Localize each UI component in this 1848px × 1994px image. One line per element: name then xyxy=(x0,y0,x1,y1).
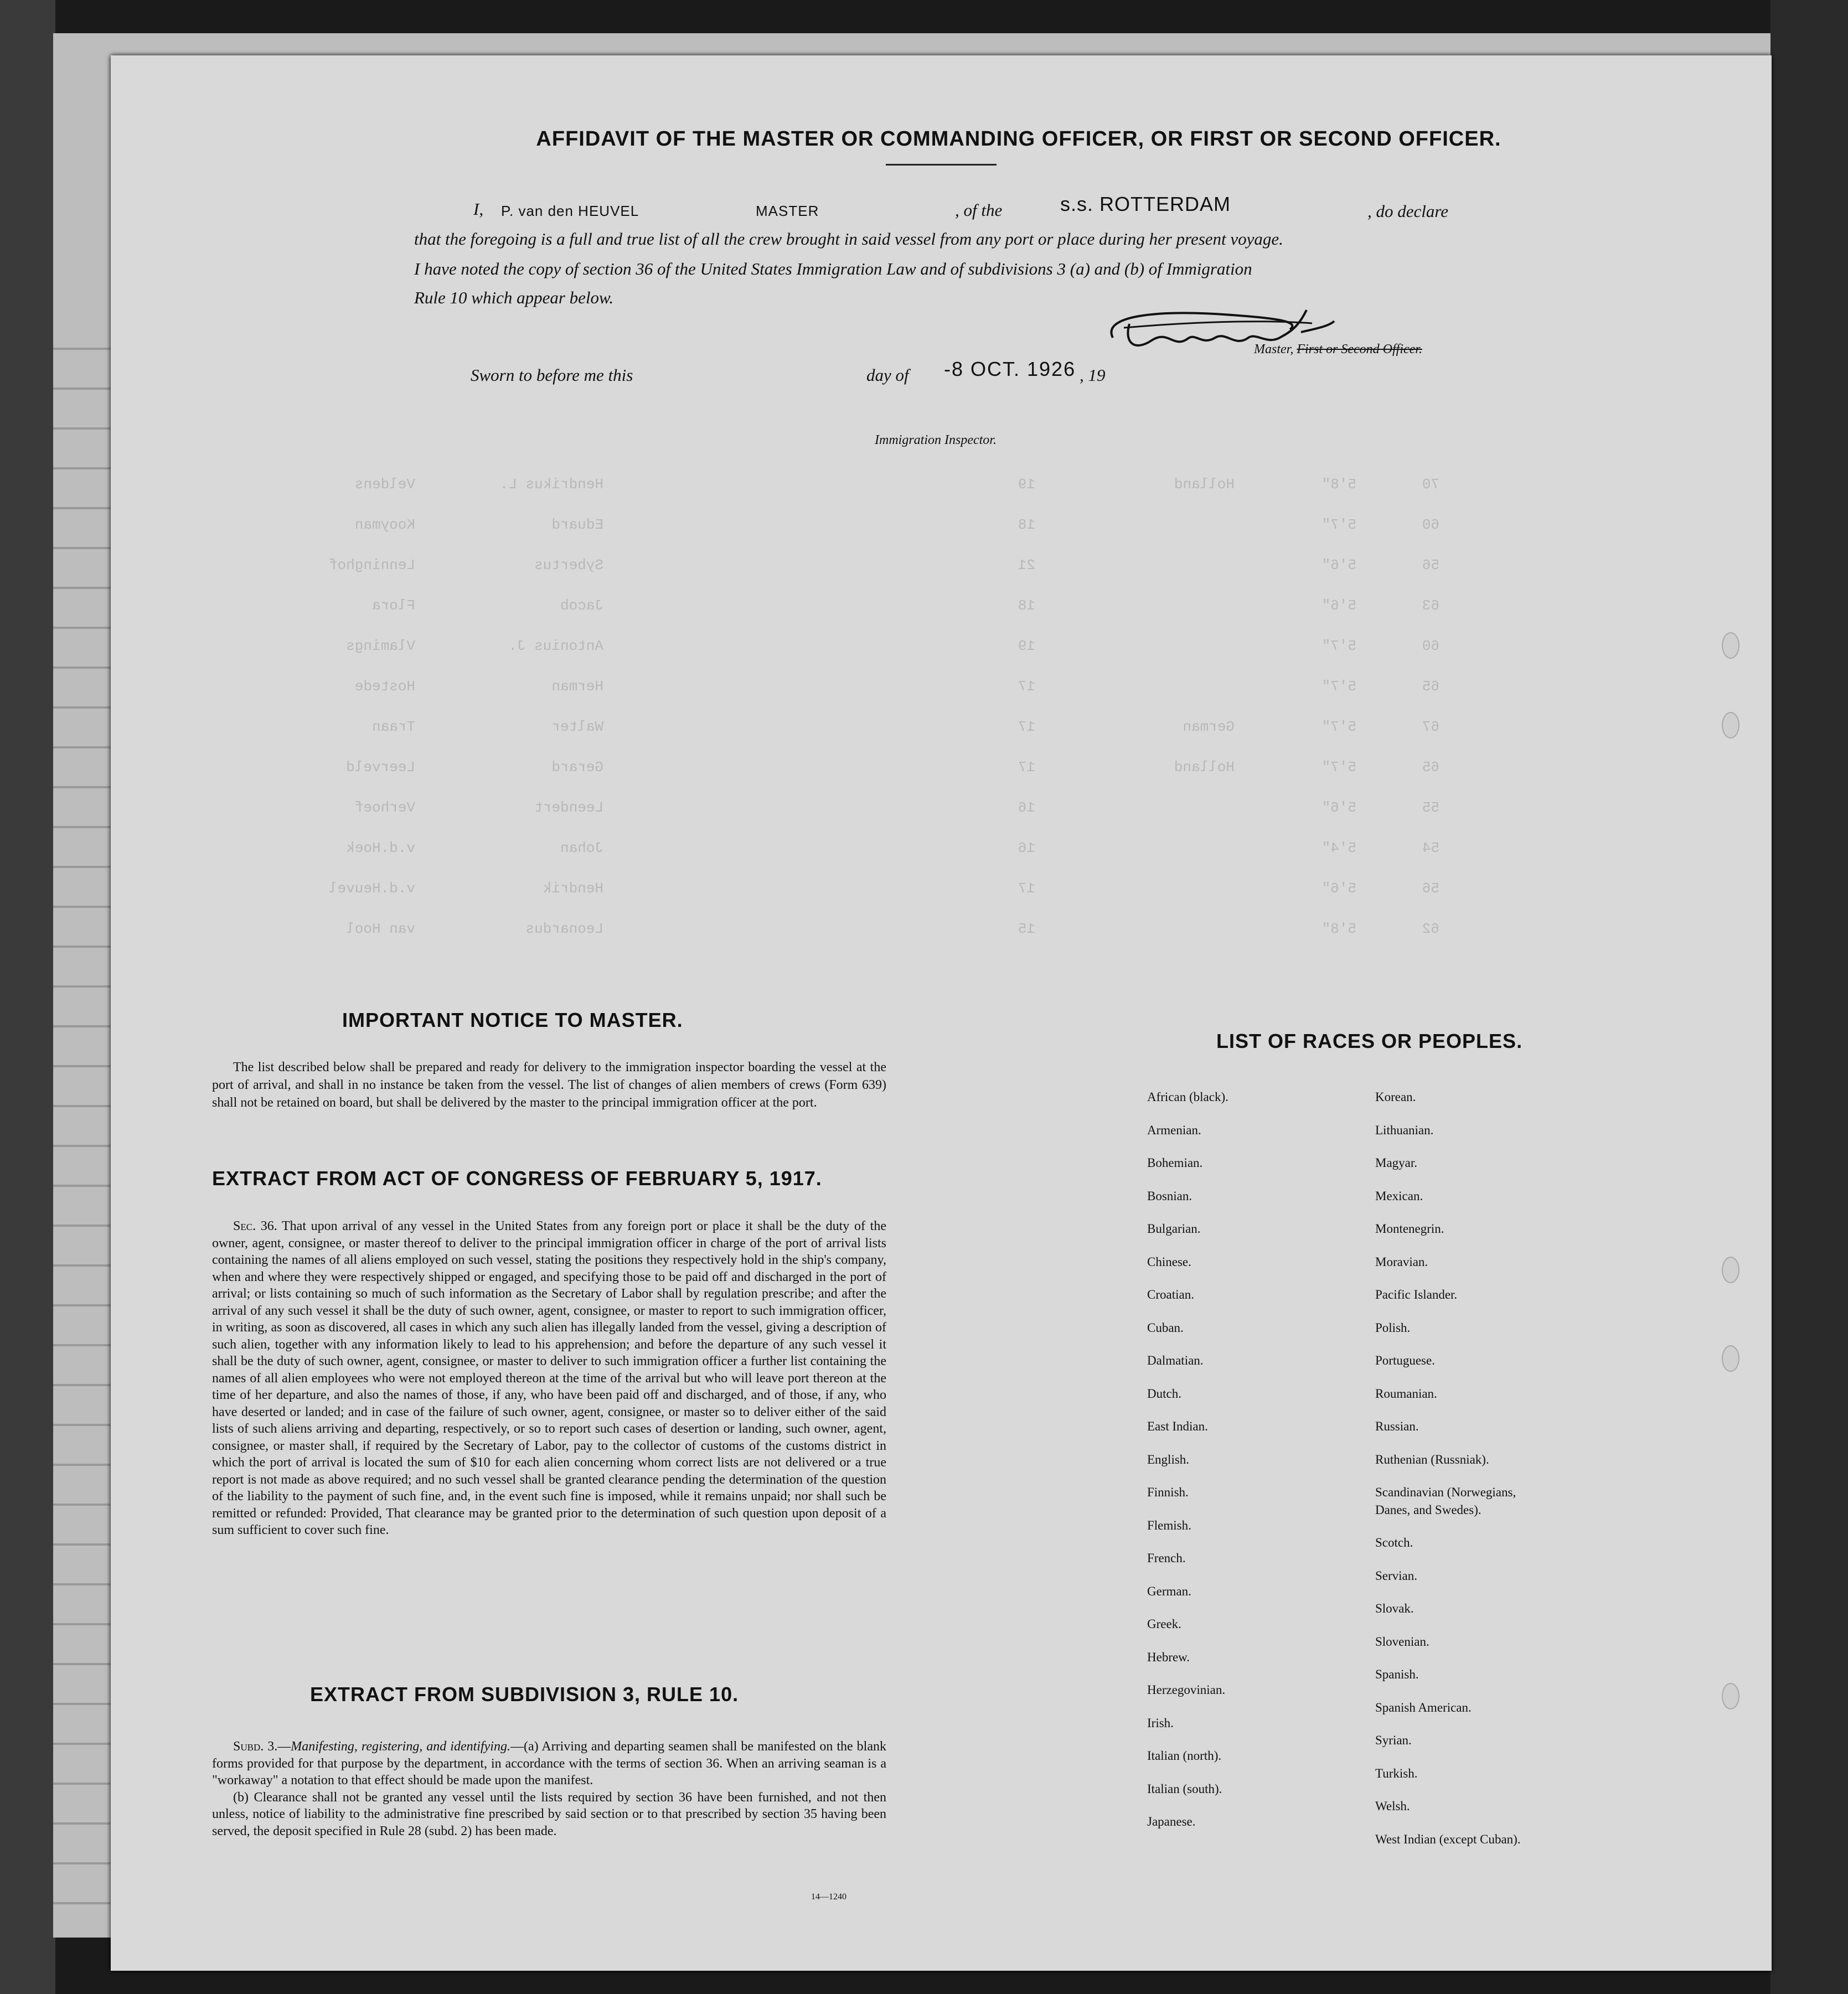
bleedthrough-cell: 67 xyxy=(1422,719,1439,735)
race-right-item: Russian. xyxy=(1375,1419,1419,1433)
bleedthrough-cell: 54 xyxy=(1422,840,1439,856)
date-stamp: -8 OCT. 1926 xyxy=(944,358,1076,380)
bleedthrough-cell: Veldens xyxy=(354,476,415,493)
races-title: LIST OF RACES OR PEOPLES. xyxy=(1216,1030,1523,1052)
bleedthrough-cell: 62 xyxy=(1422,921,1439,937)
bleedthrough-cell: Hostede xyxy=(354,678,415,695)
bleedthrough-row xyxy=(277,921,1772,959)
bleedthrough-row xyxy=(277,678,1772,717)
race-left-item: African (black). xyxy=(1147,1090,1228,1104)
punch-hole xyxy=(1722,1683,1739,1709)
bleedthrough-cell: 70 xyxy=(1422,476,1439,493)
race-right-item: Danes, and Swedes). xyxy=(1375,1502,1482,1517)
race-right-item: Ruthenian (Russniak). xyxy=(1375,1452,1489,1466)
race-left-item: Dalmatian. xyxy=(1147,1354,1204,1367)
signature-caption-master: Master, xyxy=(1254,342,1294,357)
bleedthrough-cell: 5'7" xyxy=(1322,638,1356,654)
race-right-item: Polish. xyxy=(1375,1320,1411,1335)
bleedthrough-cell: Antonius J. xyxy=(508,638,603,654)
race-right-item: Pacific Islander. xyxy=(1375,1288,1458,1301)
rule-subd-italic: Manifesting, registering, and identifying. xyxy=(291,1739,510,1754)
race-right-item: Scandinavian (Norwegians, xyxy=(1375,1485,1516,1499)
bleedthrough-cell: 5'6" xyxy=(1322,799,1356,816)
rule-body: Subd. 3.—Manifesting, registering, and identifying.—(a) Arriving and departing seamen shall be manifested on the blank forms provided for that purpose by the department, in accordance with the terms of section 36. When an arriving seaman is a "workaway" a notation to that effect should be made upon the manifest. (b) Clearance shall not be granted any vessel until the lists required by section 36 have been furnished, and not then unless, notice of liability to the administrative fine prescribed by said section or to that prescribed by section 35 having been served, the deposit specified in Rule 28 (subd. 2) has been made. xyxy=(212,1738,886,1840)
bleedthrough-cell: Holland xyxy=(1174,476,1235,493)
race-right-item: Slovak. xyxy=(1375,1602,1414,1615)
form-number: 14—1240 xyxy=(811,1892,846,1902)
bleedthrough-cell: German xyxy=(1183,719,1235,735)
sworn-text: Sworn to before me this xyxy=(471,365,633,385)
underlying-sheet-row-numbers xyxy=(53,310,114,1915)
races-list xyxy=(1147,1081,1701,1889)
notice-title: IMPORTANT NOTICE TO MASTER. xyxy=(342,1009,683,1031)
officer-rank: MASTER xyxy=(756,203,819,219)
race-right-item: Welsh. xyxy=(1375,1799,1410,1813)
race-left-item: Croatian. xyxy=(1147,1288,1194,1301)
punch-hole xyxy=(1722,632,1739,659)
decl-line-2: that the foregoing is a full and true list of all the crew brought in said vessel from any port or place during her present voyage. xyxy=(414,229,1283,249)
act-body xyxy=(212,1218,886,1539)
bleedthrough-cell: Hendrik xyxy=(543,880,603,897)
race-right-item: Slovenian. xyxy=(1375,1634,1429,1649)
bleedthrough-cell: Lenninghof xyxy=(328,557,415,574)
punch-hole xyxy=(1722,1345,1739,1372)
race-left-item: Flemish. xyxy=(1147,1518,1191,1532)
races-right-column xyxy=(1375,1081,1521,1856)
race-right-item: Moravian. xyxy=(1375,1254,1428,1269)
race-left-item: German. xyxy=(1147,1584,1191,1598)
race-right-item: Lithuanian. xyxy=(1375,1123,1434,1137)
title-rule xyxy=(886,164,997,166)
decl-line-3: I have noted the copy of section 36 of the United States Immigration Law and of subdivisions 3 (a) and (b) of Immigration xyxy=(414,259,1252,278)
race-right-item: Portuguese. xyxy=(1375,1354,1435,1367)
race-right-item: Servian. xyxy=(1375,1568,1418,1583)
bleedthrough-cell: v.d.Heuvel xyxy=(328,880,415,897)
bleedthrough-cell: Kooyman xyxy=(354,516,415,533)
race-right-item: Spanish American. xyxy=(1375,1700,1472,1714)
race-right-item: Montenegrin. xyxy=(1375,1222,1444,1236)
bleedthrough-cell: 60 xyxy=(1422,516,1439,533)
signature-caption-struck: First or Second Officer. xyxy=(1297,342,1422,357)
bleedthrough-cell: 17 xyxy=(1018,719,1035,735)
bleedthrough-cell: 5'7" xyxy=(1322,759,1356,776)
bleedthrough-cell: Johan xyxy=(560,840,603,856)
bleedthrough-cell: Leerveld xyxy=(346,759,415,776)
bleedthrough-cell: 5'6" xyxy=(1322,880,1356,897)
bleedthrough-cell: 65 xyxy=(1422,759,1439,776)
race-right-item: Syrian. xyxy=(1375,1733,1412,1747)
affidavit-page xyxy=(111,55,1772,1971)
race-left-item: Italian (south). xyxy=(1147,1781,1222,1796)
act-sec-label: Sec. 36. xyxy=(233,1219,277,1233)
bleedthrough-cell: 65 xyxy=(1422,678,1439,695)
bleedthrough-cell: 18 xyxy=(1018,516,1035,533)
year-prefix: , 19 xyxy=(1080,365,1106,385)
bleedthrough-cell: Herman xyxy=(551,678,603,695)
rule-para-a: (a) Arriving and departing seamen shall be manifested on the blank forms provided for that purpose by the department, in accordance with the terms of section 36. When an arriving seaman is a "workaway" a notation to that effect should be made upon the manifest. xyxy=(212,1739,886,1788)
punch-hole xyxy=(1722,712,1739,738)
race-left-item: Dutch. xyxy=(1147,1386,1181,1401)
bleedthrough-cell: 5'6" xyxy=(1322,557,1356,574)
bleedthrough-cell: 5'7" xyxy=(1322,719,1356,735)
act-title: EXTRACT FROM ACT OF CONGRESS OF FEBRUARY 5, 1917. xyxy=(212,1167,822,1190)
bleedthrough-cell: Walter xyxy=(551,719,603,735)
act-sec-text: That upon arrival of any vessel in the United States from any foreign port or place it shall be the duty of the owner, agent, consignee, or master thereof to deliver to the principal immigration officer in charge of the port of arrival lists containing the names of all aliens employed on such vessel, stating the positions they respectively hold in the ship's company, when and where they were respectively shipped or engaged, and specifying those to be paid off and discharged in the port of arrival; or lists containing so much of such information as the Secretary of Labor shall by regulation prescribe; and after the arrival of any such vessel it shall be the duty of such owner, agent, consignee, or master to report to such immigration officer, in writing, as soon as discovered, all cases in which any such alien has illegally landed from the vessel, giving a description of such alien, together with any information likely to lead to his apprehension; and before the departure of any such vessel it shall be the duty of such owner, agent, consignee, or master to deliver to such immigration officer a further list containing the names of all alien employees who were not employed thereon at the time of the arrival but who will leave port thereon at the time of her departure, and also the names of those, if any, who have been paid off and discharged, and of those, if any, who have deserted or landed; and in case of the failure of such owner, agent, consignee, or master so to deliver either of the said lists of such aliens arriving and departing, respectively, or so to report such cases of desertion or landing, such owner, agent, consignee, or master shall, if required by the Secretary of Labor, pay to the collector of customs of the customs district in which the port of arrival is located the sum of $10 for each alien concerning whom correct lists are not delivered or a true report is not made as above required; and no such vessel shall be granted clearance pending the determination of the question of the liability to the payment of such fine, and, in the event such fine is imposed, while it remains unpaid; nor shall such be remitted or refunded: Provided, That clearance may be granted prior to the determination of such question upon deposit of a sum sufficient to cover such fine. xyxy=(212,1219,886,1537)
rule-subd-label: Subd. 3. xyxy=(233,1739,278,1754)
day-of-text: day of xyxy=(866,365,909,385)
bleedthrough-row xyxy=(277,719,1772,757)
bleedthrough-cell: 16 xyxy=(1018,840,1035,856)
bleedthrough-cell: 5'6" xyxy=(1322,597,1356,614)
race-left-item: Bulgarian. xyxy=(1147,1222,1201,1236)
signature-caption xyxy=(1254,342,1422,357)
bleedthrough-cell: Leendert xyxy=(534,799,603,816)
bleedthrough-row xyxy=(277,880,1772,919)
race-left-item: East Indian. xyxy=(1147,1419,1208,1433)
race-right-item: West Indian (except Cuban). xyxy=(1375,1832,1521,1846)
bleedthrough-cell: 15 xyxy=(1018,921,1035,937)
bleedthrough-cell: 19 xyxy=(1018,476,1035,493)
bleedthrough-cell: 16 xyxy=(1018,799,1035,816)
race-left-item: Irish. xyxy=(1147,1716,1174,1730)
inspector-caption: Immigration Inspector. xyxy=(875,433,997,447)
race-left-item: Hebrew. xyxy=(1147,1650,1190,1664)
race-right-item: Turkish. xyxy=(1375,1766,1418,1780)
bleedthrough-cell: Leonardus xyxy=(525,921,603,937)
bleedthrough-cell: Holland xyxy=(1174,759,1235,776)
race-right-item: Korean. xyxy=(1375,1090,1416,1104)
rule-para-b: (b) Clearance shall not be granted any vessel until the lists required by section 36 have been furnished, and not then unless, notice of liability to the administrative fine prescribed by said section or to that prescribed by section 35 having been served, the deposit specified in Rule 28 (subd. 2) has been made. xyxy=(212,1790,886,1838)
race-right-item: Spanish. xyxy=(1375,1667,1419,1681)
race-left-item: Finnish. xyxy=(1147,1485,1189,1499)
bleedthrough-cell: 5'8" xyxy=(1322,476,1356,493)
notice-body: The list described below shall be prepared and ready for delivery to the immigration inspector boarding the vessel at the port of arrival, and shall in no instance be taken from the vessel. The list of changes of alien members of crews (Form 639) shall not be retained on board, but shall be delivered by the master to the principal immigration officer at the port. xyxy=(212,1060,886,1110)
race-left-item: Herzegovinian. xyxy=(1147,1683,1226,1697)
bleedthrough-cell: v.d.Hoek xyxy=(346,840,415,856)
race-right-item: Roumanian. xyxy=(1375,1386,1437,1401)
bleedthrough-cell: 55 xyxy=(1422,799,1439,816)
bleedthrough-cell: Traan xyxy=(371,719,415,735)
bleedthrough-row xyxy=(277,476,1772,515)
bleedthrough-cell: 5'8" xyxy=(1322,921,1356,937)
vessel-name: s.s. ROTTERDAM xyxy=(1060,193,1231,215)
race-right-item: Mexican. xyxy=(1375,1189,1423,1203)
bleedthrough-row xyxy=(277,799,1772,838)
bleedthrough-row xyxy=(277,638,1772,676)
bleedthrough-cell: 19 xyxy=(1018,638,1035,654)
bleedthrough-cell: van Hool xyxy=(346,921,415,937)
bleedthrough-row xyxy=(277,516,1772,555)
race-right-item: Magyar. xyxy=(1375,1156,1418,1170)
bleedthrough-cell: Jacob xyxy=(560,597,603,614)
decl-do-declare: , do declare xyxy=(1367,202,1449,221)
bleedthrough-cell: 63 xyxy=(1422,597,1439,614)
race-left-item: Bohemian. xyxy=(1147,1156,1203,1170)
bleedthrough-cell: Gerard xyxy=(551,759,603,776)
bleedthrough-cell: Flora xyxy=(371,597,415,614)
race-left-item: Bosnian. xyxy=(1147,1189,1193,1203)
race-left-item: Cuban. xyxy=(1147,1320,1184,1335)
race-left-item: Armenian. xyxy=(1147,1123,1201,1137)
bleedthrough-row xyxy=(277,597,1772,636)
scan-border-right xyxy=(1770,0,1848,1994)
bleedthrough-row xyxy=(277,557,1772,596)
bleedthrough-cell: 17 xyxy=(1018,678,1035,695)
bleedthrough-row xyxy=(277,759,1772,798)
race-right-item: Scotch. xyxy=(1375,1536,1413,1549)
punch-hole xyxy=(1722,1257,1739,1283)
affidavit-title: AFFIDAVIT OF THE MASTER OR COMMANDING OFFICER, OR FIRST OR SECOND OFFICER. xyxy=(536,127,1501,151)
rule-title: EXTRACT FROM SUBDIVISION 3, RULE 10. xyxy=(310,1683,739,1706)
bleedthrough-cell: 5'7" xyxy=(1322,678,1356,695)
bleedthrough-cell: 56 xyxy=(1422,557,1439,574)
bleedthrough-cell: 17 xyxy=(1018,880,1035,897)
race-left-item: English. xyxy=(1147,1452,1190,1466)
bleedthrough-cell: 56 xyxy=(1422,880,1439,897)
races-left-column xyxy=(1147,1081,1228,1838)
decl-line-4: Rule 10 which appear below. xyxy=(414,288,614,307)
race-left-item: Italian (north). xyxy=(1147,1749,1222,1763)
decl-i: I, xyxy=(473,199,484,219)
bleedthrough-cell: Eduard xyxy=(551,516,603,533)
race-left-item: Greek. xyxy=(1147,1617,1181,1631)
bleedthrough-cell: 5'7" xyxy=(1322,516,1356,533)
bleedthrough-cell: 18 xyxy=(1018,597,1035,614)
bleedthrough-cell: 21 xyxy=(1018,557,1035,574)
bleedthrough-cell: 60 xyxy=(1422,638,1439,654)
bleedthrough-cell: Hendrikus L. xyxy=(499,476,603,493)
scan-border-left xyxy=(0,0,55,1994)
bleedthrough-cell: 5'4" xyxy=(1322,840,1356,856)
decl-of-the: , of the xyxy=(955,200,1003,220)
race-left-item: French. xyxy=(1147,1551,1186,1565)
bleedthrough-cell: Vlamings xyxy=(346,638,415,654)
race-left-item: Japanese. xyxy=(1147,1815,1196,1828)
officer-name: P. van den HEUVEL xyxy=(501,203,639,219)
bleedthrough-cell: Sybertus xyxy=(534,557,603,574)
bleedthrough-cell: Verhoef xyxy=(354,799,415,816)
race-left-item: Chinese. xyxy=(1147,1254,1191,1269)
bleedthrough-cell: 17 xyxy=(1018,759,1035,776)
bleedthrough-row xyxy=(277,840,1772,879)
